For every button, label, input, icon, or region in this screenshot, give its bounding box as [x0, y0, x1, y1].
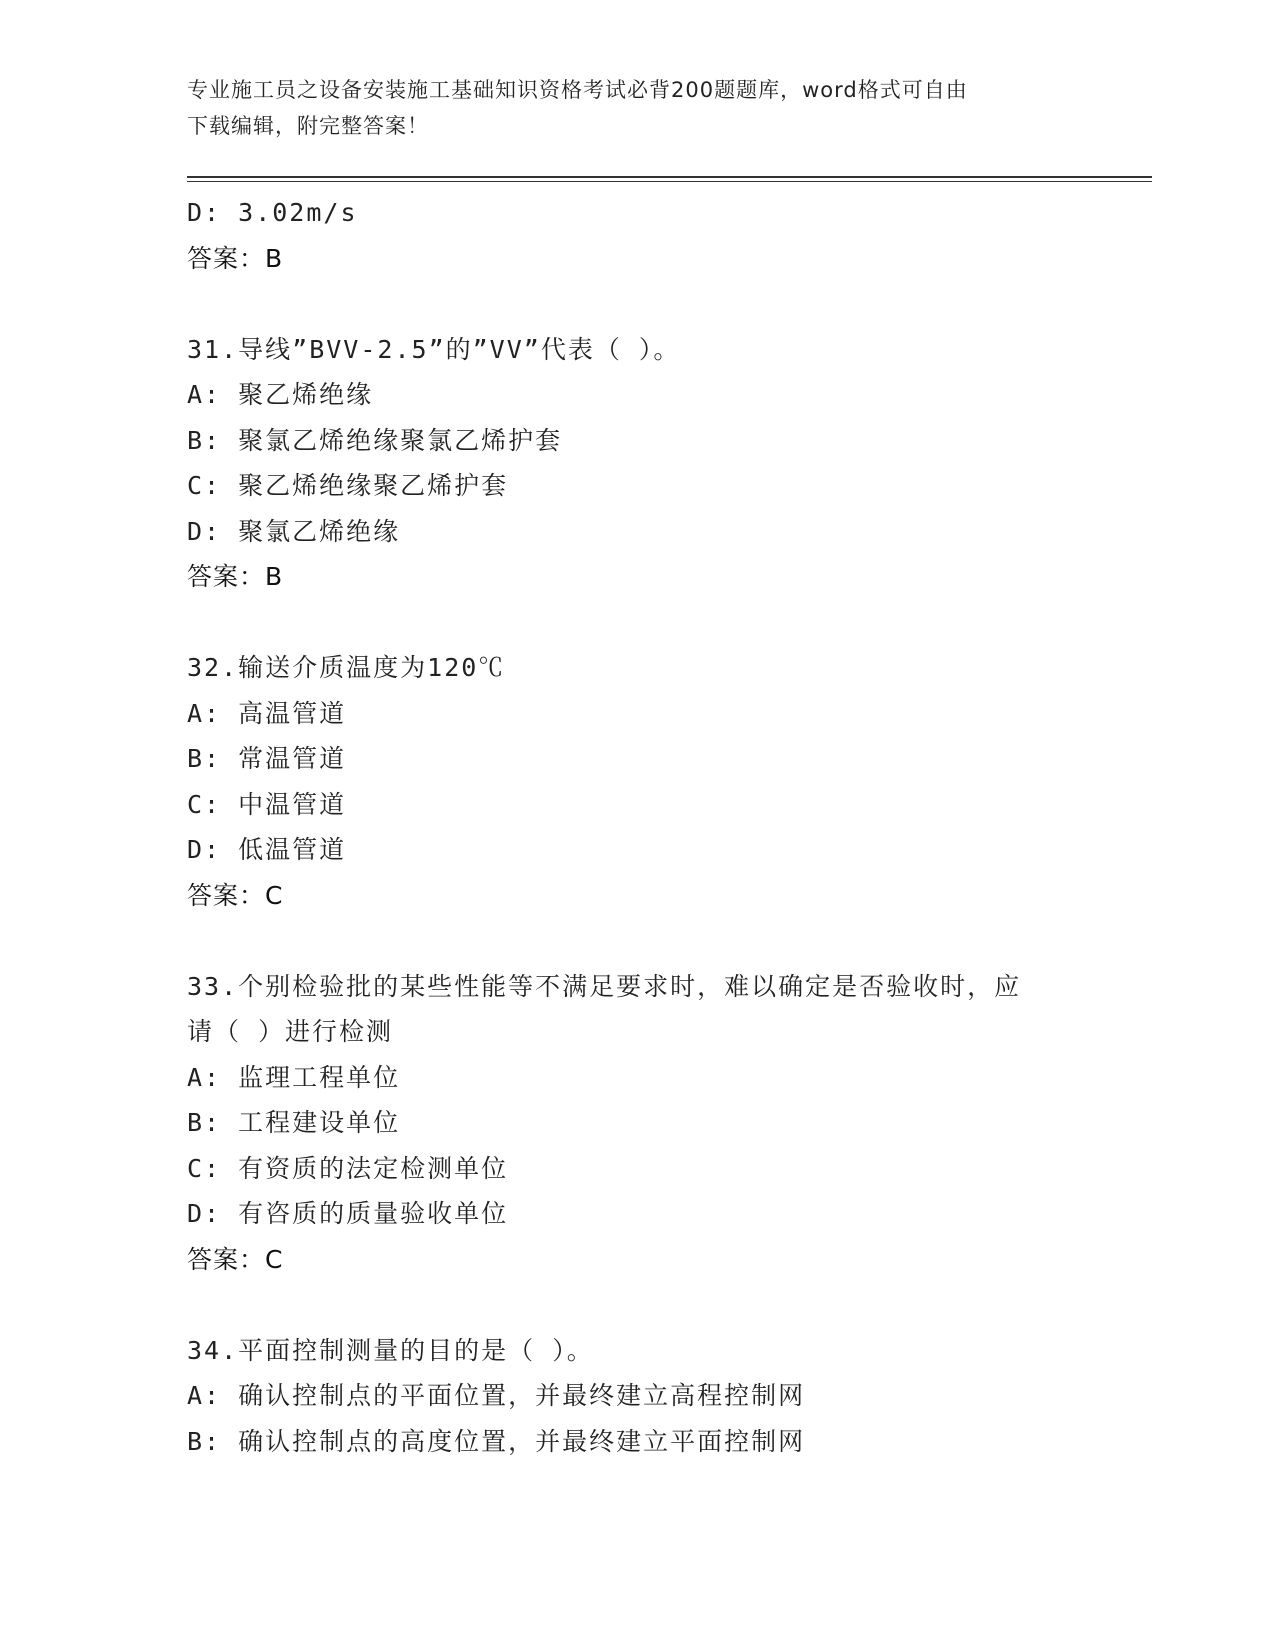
- question-31-option-c: C: 聚乙烯绝缘聚乙烯护套: [187, 471, 509, 500]
- question-33-option-d: D: 有咨质的质量验收单位: [187, 1199, 509, 1228]
- question-31: [187, 327, 1087, 600]
- question-32-option-c: C: 中温管道: [187, 789, 347, 819]
- spacer: [187, 918, 1087, 964]
- question-33: [187, 964, 1087, 1283]
- header-line-1: 专业施工员之设备安装施工基础知识资格考试必背200题题库，word格式可自由: [187, 78, 968, 102]
- question-33-stem-line-1: 33.个别检验批的某些性能等不满足要求时，难以确定是否验收时，应: [187, 971, 1022, 1001]
- prev-option-d: D: 3.02m/s: [187, 198, 358, 227]
- question-31-option-d: D: 聚氯乙烯绝缘: [187, 516, 401, 546]
- question-32-option-d: D: 低温管道: [187, 835, 347, 864]
- question-32-answer: 答案：C: [187, 880, 284, 910]
- document-header: [187, 72, 1087, 144]
- header-line-2: 下载编辑，附完整答案！: [187, 114, 429, 138]
- prev-answer: 答案：B: [187, 243, 284, 273]
- question-list: [187, 190, 1087, 1464]
- header-divider-thick: [187, 176, 1152, 178]
- question-31-option-a: A: 聚乙烯绝缘: [187, 380, 374, 409]
- question-32-stem: 32.输送介质温度为120℃: [187, 653, 506, 682]
- spacer: [187, 1282, 1087, 1328]
- question-31-answer: 答案：B: [187, 562, 284, 591]
- question-33-answer: 答案：C: [187, 1244, 284, 1274]
- question-34-option-a: A: 确认控制点的平面位置，并最终建立高程控制网: [187, 1381, 806, 1410]
- spacer: [187, 281, 1087, 327]
- question-34-stem: 34.平面控制测量的目的是（ ）。: [187, 1335, 594, 1365]
- question-34: [187, 1328, 1087, 1465]
- question-32: [187, 645, 1087, 918]
- header-divider-thin: [187, 181, 1152, 182]
- question-32-option-b: B: 常温管道: [187, 744, 347, 773]
- question-33-option-a: A: 监理工程单位: [187, 1062, 401, 1092]
- question-33-option-c: C: 有资质的法定检测单位: [187, 1153, 509, 1183]
- question-34-option-b: B: 确认控制点的高度位置，并最终建立平面控制网: [187, 1426, 806, 1456]
- question-33-stem-line-2: 请（ ）进行检测: [187, 1017, 394, 1046]
- question-31-stem: 31.导线”BVV-2.5”的”VV”代表（ ）。: [187, 334, 681, 364]
- question-33-option-b: B: 工程建设单位: [187, 1108, 401, 1137]
- question-32-option-a: A: 高温管道: [187, 698, 347, 728]
- spacer: [187, 600, 1087, 646]
- question-31-option-b: B: 聚氯乙烯绝缘聚氯乙烯护套: [187, 425, 563, 455]
